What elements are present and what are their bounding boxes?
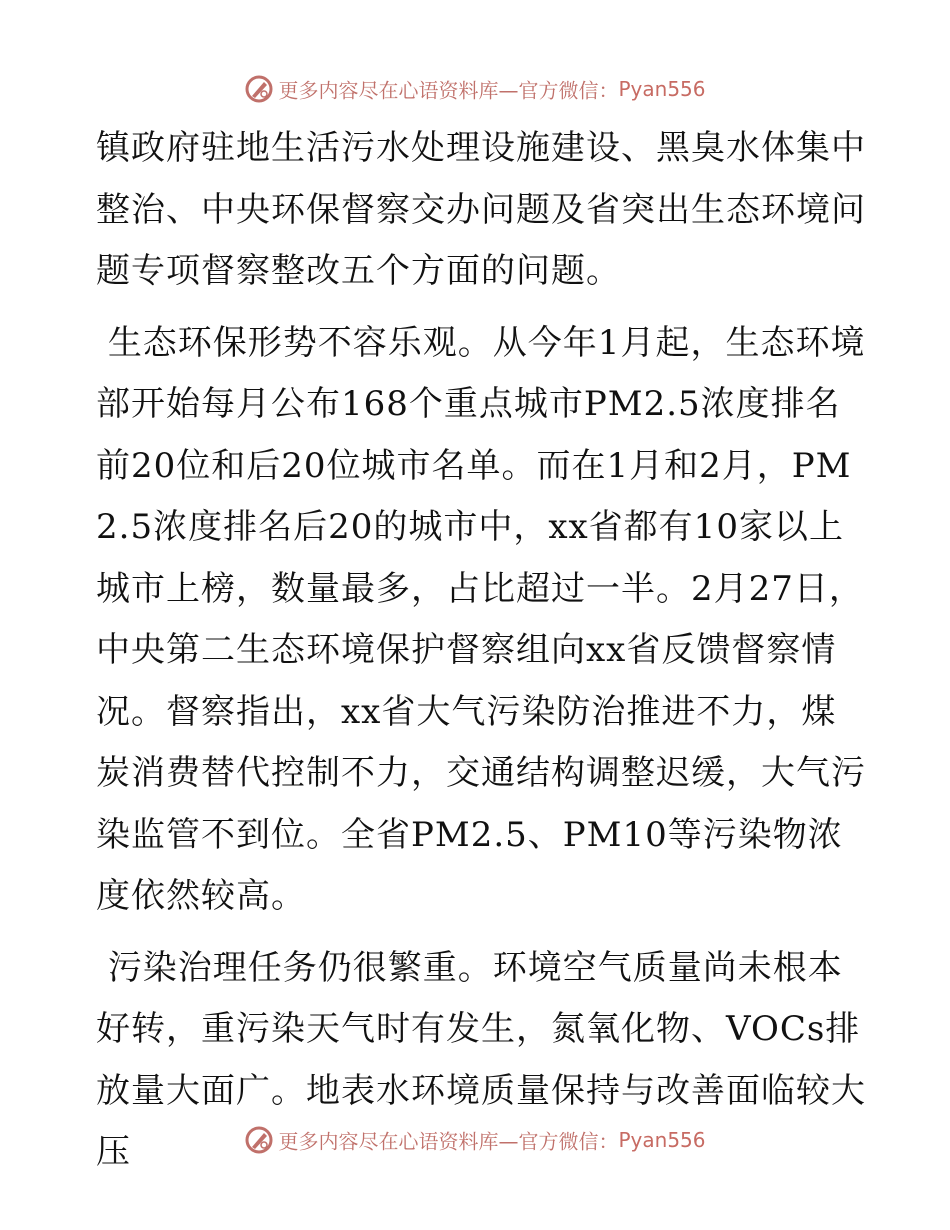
footer-watermark	[0, 1125, 950, 1155]
header-watermark	[0, 74, 950, 104]
watermark-text: 更多内容尽在心语资料库—官方微信：	[278, 78, 619, 103]
pen-logo-icon	[244, 1125, 274, 1155]
watermark-text: 更多内容尽在心语资料库—官方微信：	[278, 1129, 619, 1154]
document-body	[96, 118, 866, 1184]
watermark-id: Pyan556	[618, 1128, 706, 1152]
paragraph-3: 污染治理任务仍很繁重。环境空气质量尚未根本好转，重污染天气时有发生，氮氧化物、VOCs排放量大面广。地表水环境质量保持与改善面临较大压	[96, 947, 866, 1172]
pen-logo-icon	[244, 74, 274, 104]
paragraph-2: 生态环保形势不容乐观。从今年1月起，生态环境部开始每月公布168个重点城市PM2.5浓度排名前20位和后20位城市名单。而在1月和2月，PM2.5浓度排名后20的城市中，xx省都有10家以上城市上榜，数量最多，占比超过一半。2月27日，中央第二生态环境保护督察组向xx省反馈督察情况。督察指出，xx省大气污染防治推进不力，煤炭消费替代控制不力，交通结构调整迟缓，大气污染监管不到位。全省PM2.5、PM10等污染物浓度依然较高。	[96, 322, 866, 916]
watermark-id: Pyan556	[618, 77, 706, 101]
paragraph-1: 镇政府驻地生活污水处理设施建设、黑臭水体集中整治、中央环保督察交办问题及省突出生态环境问题专项督察整改五个方面的问题。	[96, 128, 866, 291]
